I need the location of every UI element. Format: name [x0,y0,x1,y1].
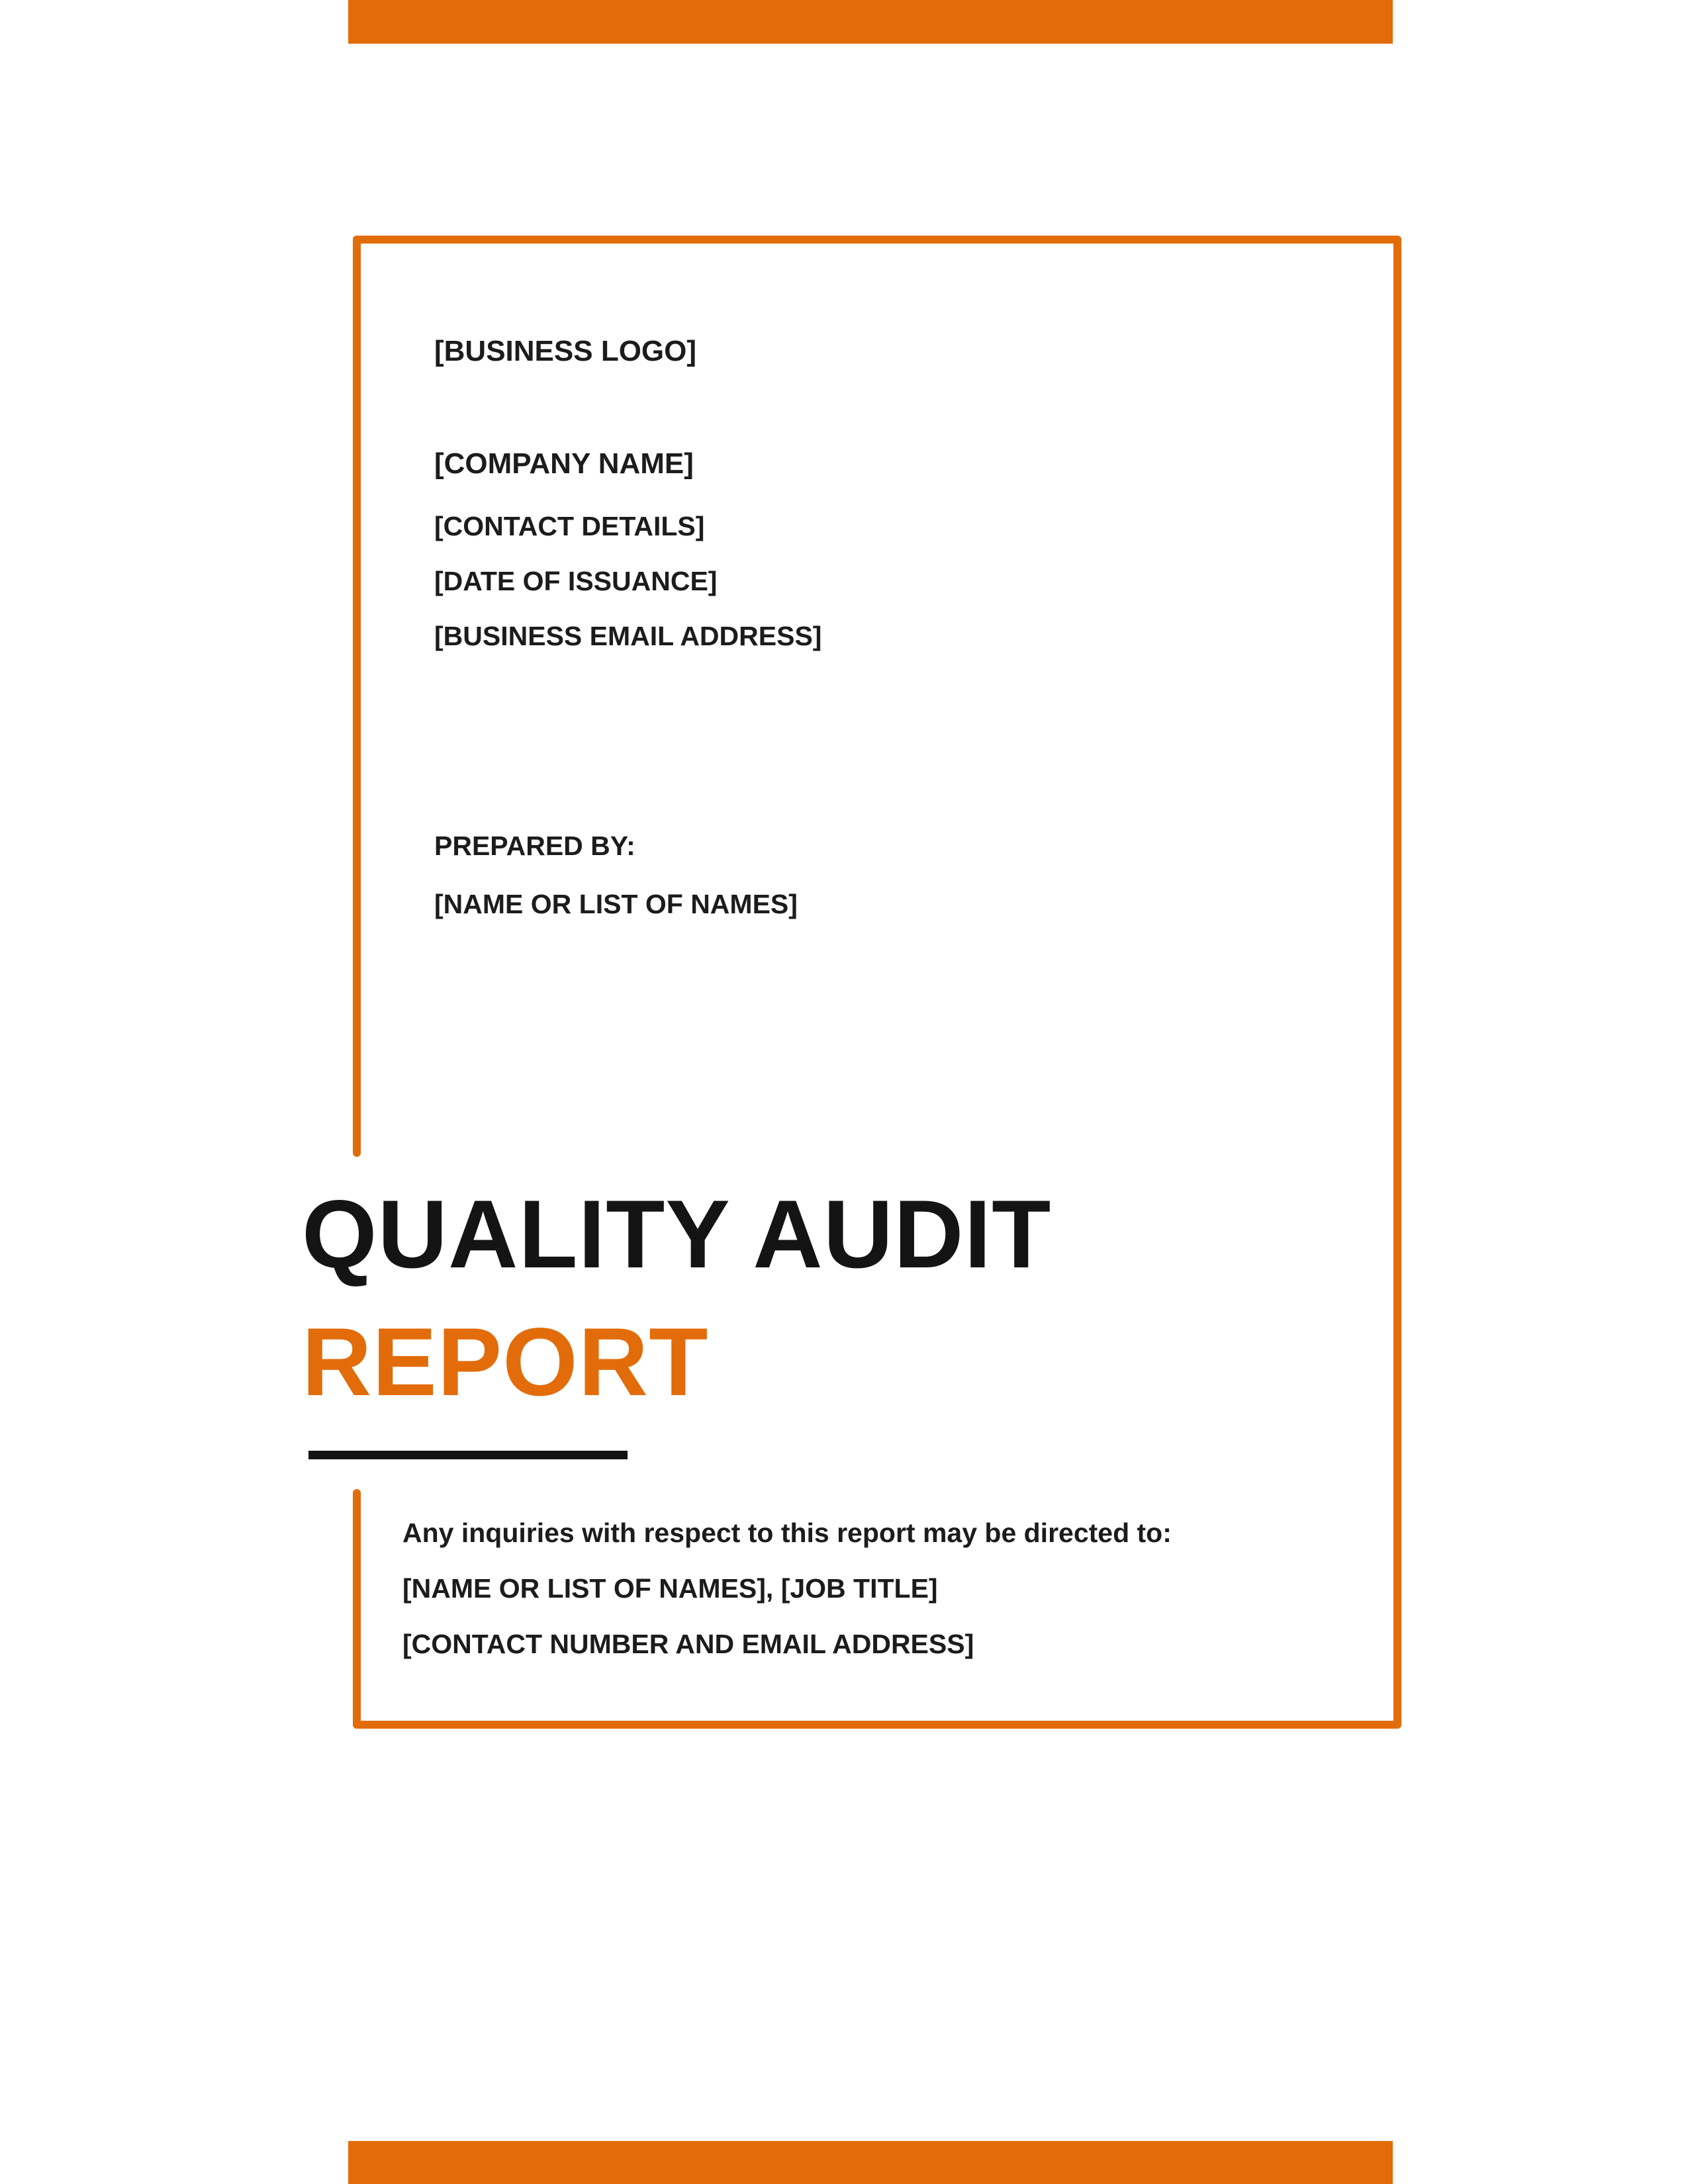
top-accent-bar [348,0,1393,44]
prepared-by-label: PREPARED BY: [434,831,635,861]
inquiries-intro: Any inquiries with respect to this report may be directed to: [402,1518,1172,1548]
frame-top-border [353,236,1401,244]
title-underline [308,1451,628,1459]
bottom-accent-bar [348,2141,1393,2184]
contact-details: [CONTACT DETAILS] [434,511,705,541]
frame-left-border-upper [353,236,361,1157]
frame-bottom-border [353,1721,1401,1729]
inquiries-names-title: [NAME OR LIST OF NAMES], [JOB TITLE] [402,1573,938,1604]
inquiries-contact: [CONTACT NUMBER AND EMAIL ADDRESS] [402,1629,974,1659]
business-email: [BUSINESS EMAIL ADDRESS] [434,621,822,651]
frame-right-border [1393,236,1401,1729]
date-of-issuance: [DATE OF ISSUANCE] [434,566,718,596]
report-title-line-1: QUALITY AUDIT [302,1180,1052,1288]
company-name: [COMPANY NAME] [434,447,694,480]
frame-left-border-lower [353,1489,361,1729]
prepared-by-names: [NAME OR LIST OF NAMES] [434,889,798,919]
report-title-line-2: REPORT [302,1308,709,1416]
business-logo-placeholder: [BUSINESS LOGO] [434,335,697,367]
